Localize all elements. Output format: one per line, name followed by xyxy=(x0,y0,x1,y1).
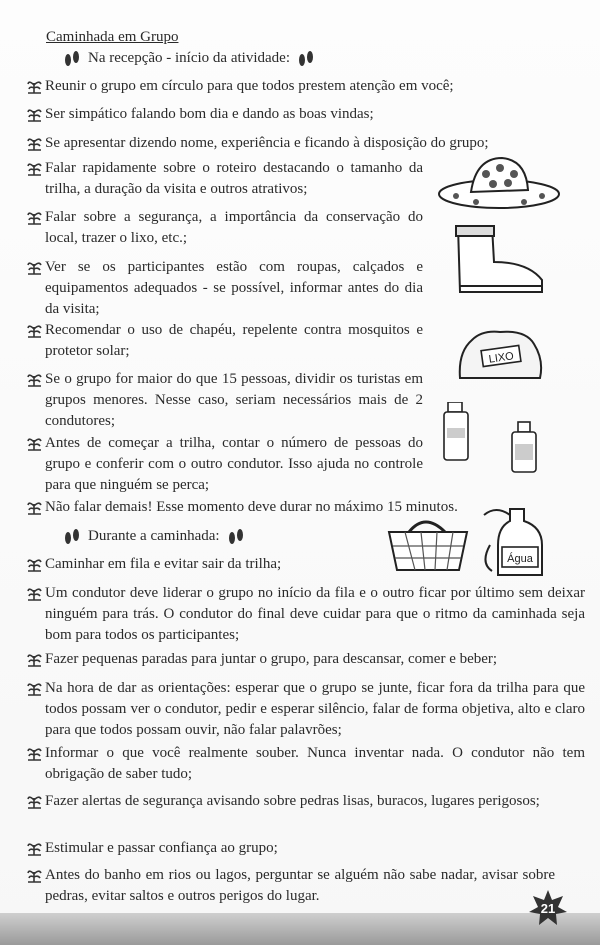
section-walk-text: Durante a caminhada: xyxy=(88,527,220,544)
footer-bar xyxy=(0,913,600,945)
water-bottle-illustration xyxy=(480,505,548,579)
plant-bullet-icon xyxy=(26,259,43,276)
list-item: Falar rapidamente sobre o roteiro destacando o tamanho da trilha, a duração da visita e outros atrativos; xyxy=(26,158,423,200)
plant-bullet-icon xyxy=(26,78,43,95)
plant-bullet-icon xyxy=(26,793,43,810)
section-walk-heading xyxy=(62,526,246,546)
list-item: Fazer alertas de segurança avisando sobre pedras lisas, buracos, lugares perigosos; xyxy=(26,791,585,812)
list-item: Caminhar em fila e evitar sair da trilha; xyxy=(26,554,385,575)
plant-bullet-icon xyxy=(26,160,43,177)
plant-bullet-icon xyxy=(26,840,43,857)
trash-bag-illustration xyxy=(454,326,546,382)
section-reception-heading xyxy=(62,48,316,68)
repellent-bottles-illustration xyxy=(440,402,552,474)
plant-bullet-icon xyxy=(26,135,43,152)
list-item: Se o grupo for maior do que 15 pessoas, dividir os turistas em grupos menores. Nesse caso, seriam necessários mais de 2 condutores; xyxy=(26,369,423,432)
plant-bullet-icon xyxy=(26,435,43,452)
page-number-badge xyxy=(527,888,569,928)
list-item: Reunir o grupo em círculo para que todos prestem atenção em você; xyxy=(26,76,555,97)
list-item: Falar sobre a segurança, a importância da conservação do local, trazer o lixo, etc.; xyxy=(26,207,423,249)
plant-bullet-icon xyxy=(26,651,43,668)
footprints-icon xyxy=(62,48,82,68)
plant-bullet-icon xyxy=(26,745,43,762)
sun-hat-illustration xyxy=(436,152,562,217)
plant-bullet-icon xyxy=(26,585,43,602)
footprints-icon xyxy=(62,526,82,546)
plant-bullet-icon xyxy=(26,867,43,884)
list-item: Informar o que você realmente souber. Nunca inventar nada. O condutor não tem obrigação de saber tudo; xyxy=(26,743,585,785)
list-item: Se apresentar dizendo nome, experiência e ficando à disposição do grupo; xyxy=(26,133,565,154)
section-reception-text: Na recepção - início da atividade: xyxy=(88,49,290,66)
list-item: Na hora de dar as orientações: esperar que o grupo se junte, ficar fora da trilha para que todos possam ver o condutor, pedir e esperar silêncio, falar de forma objetiva, alto e claro para que todos possam ouvir, não falar palavrões; xyxy=(26,678,585,741)
agua-label: Água xyxy=(507,553,533,565)
plant-bullet-icon xyxy=(26,499,43,516)
boot-illustration xyxy=(448,222,548,298)
list-item: Antes de começar a trilha, contar o número de pessoas do grupo e conferir com o outro condutor. Isso ajuda no controle para que ninguém se perca; xyxy=(26,433,423,496)
page-title: Caminhada em Grupo xyxy=(46,29,179,45)
picnic-basket-illustration xyxy=(385,510,471,574)
footprints-icon xyxy=(296,48,316,68)
plant-bullet-icon xyxy=(26,680,43,697)
page-number: 21 xyxy=(540,901,556,916)
list-item: Recomendar o uso de chapéu, repelente contra mosquitos e protetor solar; xyxy=(26,320,423,362)
plant-bullet-icon xyxy=(26,209,43,226)
lixo-label: LIXO xyxy=(488,350,515,366)
list-item: Estimular e passar confiança ao grupo; xyxy=(26,838,585,859)
plant-bullet-icon xyxy=(26,556,43,573)
list-item: Ver se os participantes estão com roupas, calçados e equipamentos adequados - se possível, informar antes do dia da visita; xyxy=(26,257,423,320)
list-item: Um condutor deve liderar o grupo no início da fila e o outro ficar por último sem deixar ninguém para trás. O condutor do final deve cuidar para que o ritmo da caminhada seja bom para todos os participantes; xyxy=(26,583,585,646)
footprints-icon xyxy=(226,526,246,546)
list-item: Ser simpático falando bom dia e dando as boas vindas; xyxy=(26,104,555,125)
list-item: Antes do banho em rios ou lagos, perguntar se alguém não sabe nadar, avisar sobre pedras, evitar saltos e outros perigos do lugar. xyxy=(26,865,555,907)
list-item: Não falar demais! Esse momento deve durar no máximo 15 minutos. xyxy=(26,497,515,518)
plant-bullet-icon xyxy=(26,371,43,388)
list-item: Fazer pequenas paradas para juntar o grupo, para descansar, comer e beber; xyxy=(26,649,585,670)
plant-bullet-icon xyxy=(26,106,43,123)
plant-bullet-icon xyxy=(26,322,43,339)
